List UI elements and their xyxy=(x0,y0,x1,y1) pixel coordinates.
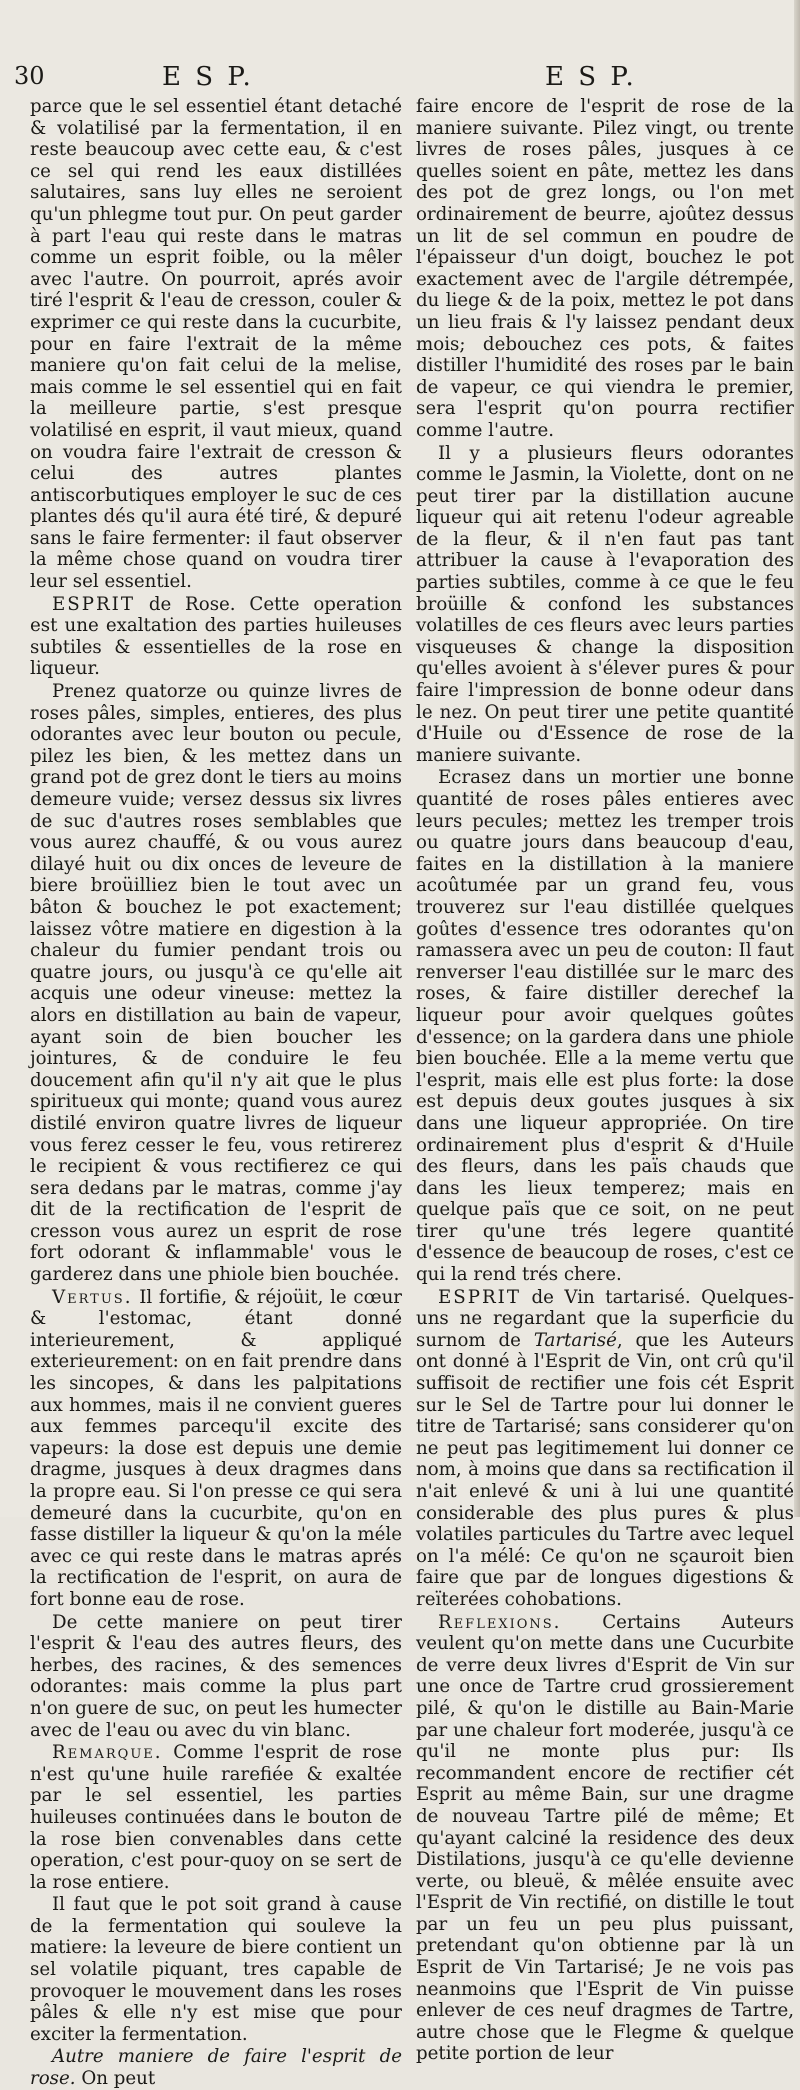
paragraph: parce que le sel essentiel étant detaché & volatilisé par la fermentation, il en reste beaucoup avec cette eau, & c'est ce sel qui rend les eaux distillées salutaires, sans luy elles ne seroient qu'un phlegme tout pur. On peut garder à part l'eau qui reste dans le matras comme un esprit foible, ou la mêler avec l'autre. On pourroit, aprés avoir tiré l'esprit & l'eau de cresson, couler & exprimer ce qui reste dans la cucurbite, pour en faire l'extrait de la même maniere qu'on fait celui de la melise, mais comme le sel essentiel qui en fait la meilleure partie, s'est presque volatilisé en esprit, il vaut mieux, quand on voudra faire l'extrait de cresson & celui des autres plantes antiscorbutiques employer le suc de ces plantes dés qu'il aura été tiré, & depuré sans le faire fermenter: il faut observer la même chose quand on voudra tirer leur sel essentiel. xyxy=(30,96,402,593)
left-column xyxy=(30,96,402,2090)
italic-term: Tartarisé xyxy=(533,1329,617,1351)
italic-heading: Autre maniere de faire l'esprit de rose. xyxy=(30,2046,402,2090)
entry-headword: ESPRIT xyxy=(438,1286,521,1308)
paragraph: Il y a plusieurs fleurs odorantes comme le Jasmin, la Violette, dont on ne peut tirer par la distillation aucune liqueur qui ait retenu l'odeur agreable de la fleur, & il n'en faut pas tant attribuer la cause à l'evaporation des parties subtiles, comme à ce que le feu broüille & confond les substances volatilles de ces fleurs avec leurs parties visqueuses & change la disposition qu'elles avoient à s'élever pures & pour faire l'impression de bonne odeur dans le nez. On peut tirer une petite quantité d'Huile ou d'Essence de rose de la maniere suivante. xyxy=(416,442,794,766)
entry-headword: ESPRIT xyxy=(52,593,135,615)
paragraph xyxy=(30,2046,402,2089)
paragraph-text: On peut xyxy=(75,2068,156,2090)
section-label: Reflexions. xyxy=(438,1611,562,1633)
running-head-right: E S P. xyxy=(545,62,637,92)
page-number: 30 xyxy=(14,62,45,90)
paragraph-text: Certains Auteurs veulent qu'on mette dans une Cucurbite de verre deux livres d'Esprit de Vin sur une once de Tartre crud grossierement pilé, & qu'on le distille au Bain-Marie par une chaleur fort moderée, jusqu'à ce qu'il ne monte plus pur: Ils recommandent encore de rectifier cét Esprit au même Bain, sur une dragme de nouveau Tartre pilé de même; Et qu'ayant calciné la residence des deux Distilations, jusqu'à ce qu'elle devienne verte, ou bleuë, & mêlée ensuite avec l'Esprit de Vin rectifié, on distille le tout par un feu un peu plus puissant, pretendant qu'on obtienne par là un Esprit de Vin Tartarisé; Je ne vois pas neanmoins que l'Esprit de Vin puisse enlever de ces neuf dragmes de Tartre, autre chose que le Flegme & quelque petite portion de leur xyxy=(416,1611,794,2065)
entry-text: de Rose. Cette operation est une exaltation des parties huileuses subtiles & essentielles de la rose en liqueur. xyxy=(30,593,402,680)
page-header xyxy=(0,62,800,96)
section-label: Remarque. xyxy=(52,1742,163,1764)
text-columns xyxy=(0,96,800,2090)
paragraph: Il faut que le pot soit grand à cause de la fermentation qui souleve la matiere: la leveure de biere contient un sel volatile piquant, tres capable de provoquer le mouvement dans les roses pâles & elle n'y est mise que pour exciter la fermentation. xyxy=(30,1894,402,2045)
paragraph: faire encore de l'esprit de rose de la maniere suivante. Pilez vingt, ou trente livres de roses pâles, jusques à ce quelles soient en pâte, mettez les dans des pot de grez longs, ou l'on met ordinairement de beurre, ajoûtez dessus un lit de sel commun en poudre de l'épaisseur d'un doigt, bouchez le pot exactement avec de l'argile détrempée, du liege & de la poix, mettez le pot dans un lieu frais & l'y laissez pendant deux mois; debouchez ces pots, & faites distiller l'humidité des roses par le bain de vapeur, ce qui viendra le premier, sera l'esprit qu'on pourra rectifier comme l'autre. xyxy=(416,96,794,441)
right-column xyxy=(416,96,794,2065)
entry-esprit-de-rose xyxy=(30,594,402,680)
page-edge xyxy=(794,0,800,1517)
running-head-left: E S P. xyxy=(162,62,254,92)
entry-esprit-de-vin xyxy=(416,1287,794,1611)
paragraph: De cette maniere on peut tirer l'esprit & l'eau des autres fleurs, des herbes, des racines, & des semences odorantes: mais comme la plus part n'on guere de suc, on peut les humecter avec de l'eau ou avec du vin blanc. xyxy=(30,1611,402,1741)
vertus-paragraph xyxy=(30,1287,402,1611)
section-label: Vertus. xyxy=(52,1286,133,1308)
entry-text: de Vin tartarisé. Quelques-uns ne regardant que la superficie du surnom de xyxy=(416,1286,794,1351)
paragraph-text: Comme l'esprit de rose n'est qu'une huile rarefiée & exaltée par le sel essentiel, les parties huileuses continuées dans le bouton de la rose bien convenables dans cette operation, c'est pour-quoy on se sert de la rose entiere. xyxy=(30,1742,402,1893)
entry-text: , que les Auteurs ont donné à l'Esprit de Vin, ont crû qu'il suffisoit de rectifier une fois cét Esprit sur le Sel de Tartre pour lui donner le titre de Tartarisé; sans considerer qu'on ne peut pas legitimement lui donner ce nom, à moins que dans sa rectification il n'ait enlevé & uni à lui une quantité considerable des plus pures & plus volatiles particules du Tartre avec lequel on l'a mélé: Ce qu'on ne sçauroit bien faire que par de longues digestions & reïterées cohobations. xyxy=(416,1329,794,1610)
remarque-paragraph xyxy=(30,1742,402,1893)
paragraph: Prenez quatorze ou quinze livres de roses pâles, simples, entieres, des plus odorantes avec leur bouton ou pecule, pilez les bien, & les mettez dans un grand pot de grez dont le tiers au moins demeure vuide; versez dessus six livres de suc d'autres roses semblables que vous aurez chauffé, & ou vous aurez dilayé huit ou dix onces de leveure de biere broüilliez bien le tout avec un bâton & bouchez le pot exactement; laissez vôtre matiere en digestion à la chaleur du fumier pendant trois ou quatre jours, ou jusqu'à ce qu'elle ait acquis une odeur vineuse: mettez la alors en distillation au bain de vapeur, ayant soin de bien boucher les jointures, & de conduire le feu doucement afin qu'il n'y ait que le plus spiritueux qui monte; quand vous aurez distilé environ quatre livres de liqueur vous ferez cesser le feu, vous retirerez le recipient & vous rectifierez ce qui sera dedans par le matras, comme j'ay dit de la rectification de l'esprit de cresson vous aurez un esprit de rose fort odorant & inflammable' vous le garderez dans une phiole bien bouchée. xyxy=(30,681,402,1286)
reflexions-paragraph xyxy=(416,1612,794,2065)
paragraph-text: Il fortifie, & réjoüit, le cœur & l'estomac, étant donné interieurement, & appliqué exterieurement: on en fait prendre dans les sincopes, & dans les palpitations aux hommes, mais il ne convient gueres aux femmes parcequ'il excite des vapeurs: la dose est depuis une demie dragme, jusques à deux dragmes dans la propre eau. Si l'on presse ce qui sera demeuré dans la cucurbite, qu'on en fasse distiller la liqueur & qu'on la méle avec ce qui reste dans le matras aprés la rectification de l'esprit, on aura de fort bonne eau de rose. xyxy=(30,1286,402,1610)
paragraph: Ecrasez dans un mortier une bonne quantité de roses pâles entieres avec leurs pecules; mettez les tremper trois ou quatre jours dans beaucoup d'eau, faites en la distillation à la maniere acoûtumée par un grand feu, vous trouverez sur l'eau distillée quelques goûtes d'essence tres odorantes qu'on ramassera avec un peu de couton: Il faut renverser l'eau distillée sur le marc des roses, & faire distiller derechef la liqueur pour avoir quelques goûtes d'essence; on la gardera dans une phiole bien bouchée. Elle a la meme vertu que l'esprit, mais elle est plus forte: la dose est depuis deux goutes jusques à six dans une liqueur appropriée. On tire ordinairement plus d'esprit & d'Huile des fleurs, dans les païs chauds que dans les lieux temperez; mais en quelque païs que ce soit, on ne peut tirer qu'une trés legere quantité d'essence de beaucoup de roses, c'est ce qui la rend trés chere. xyxy=(416,767,794,1286)
